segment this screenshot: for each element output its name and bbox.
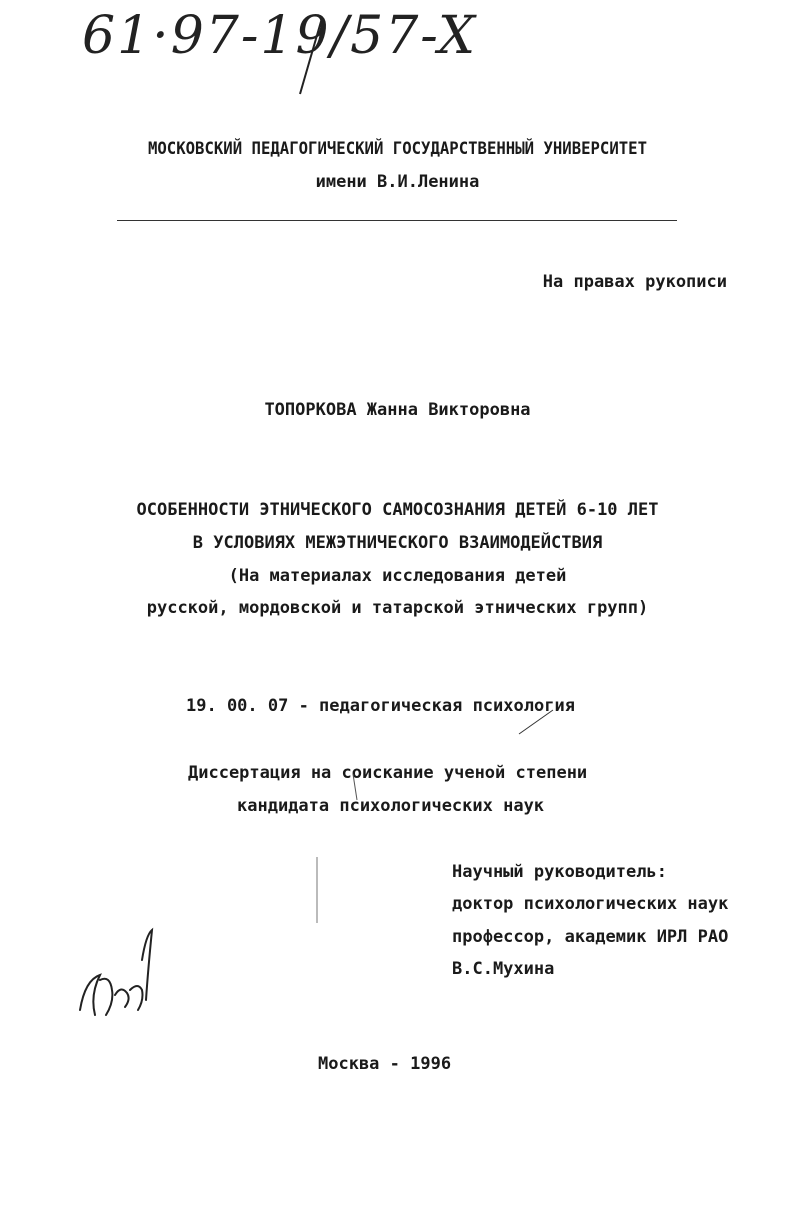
institution-name: МОСКОВСКИЙ ПЕДАГОГИЧЕСКИЙ ГОСУДАРСТВЕННЫЙ УНИВЕРСИТЕТ [147,139,648,159]
pencil-mark-vertical [314,855,320,925]
title-line-3: (На материалах исследования детей [228,566,567,586]
supervisor-title: профессор, академик ИРЛ РАО [452,927,729,947]
supervisor-name: В.С.Мухина [452,959,555,979]
title-line-2: В УСЛОВИЯХ МЕЖЭТНИЧЕСКОГО ВЗАИМОДЕЙСТВИЯ [192,533,603,553]
supervisor-degree: доктор психологических наук [452,894,729,914]
header-divider [117,220,677,221]
archive-slash-mark [296,16,326,96]
pencil-mark-degree [351,772,361,802]
place-year: Москва - 1996 [318,1054,452,1074]
pencil-mark-specialty [517,708,557,738]
degree-line-2: кандидата психологических наук [237,796,545,816]
institution-named-after: имени В.И.Ленина [315,172,480,192]
specialty: 19. 00. 07 - педагогическая психология [186,696,575,716]
supervisor-label: Научный руководитель: [452,862,667,882]
handwritten-signature [70,920,180,1040]
author-name: ТОПОРКОВА Жанна Викторовна [264,400,531,420]
degree-line-1: Диссертация на соискание ученой степени [188,763,588,783]
archive-code-handwritten: 61·97-19/57-X [82,6,478,66]
title-line-1: ОСОБЕННОСТИ ЭТНИЧЕСКОГО САМОСОЗНАНИЯ ДЕТЕЙ 6-10 ЛЕТ [136,500,659,520]
title-line-4: русской, мордовской и татарской этнических групп) [146,598,649,618]
manuscript-note: На правах рукописи [542,272,727,292]
